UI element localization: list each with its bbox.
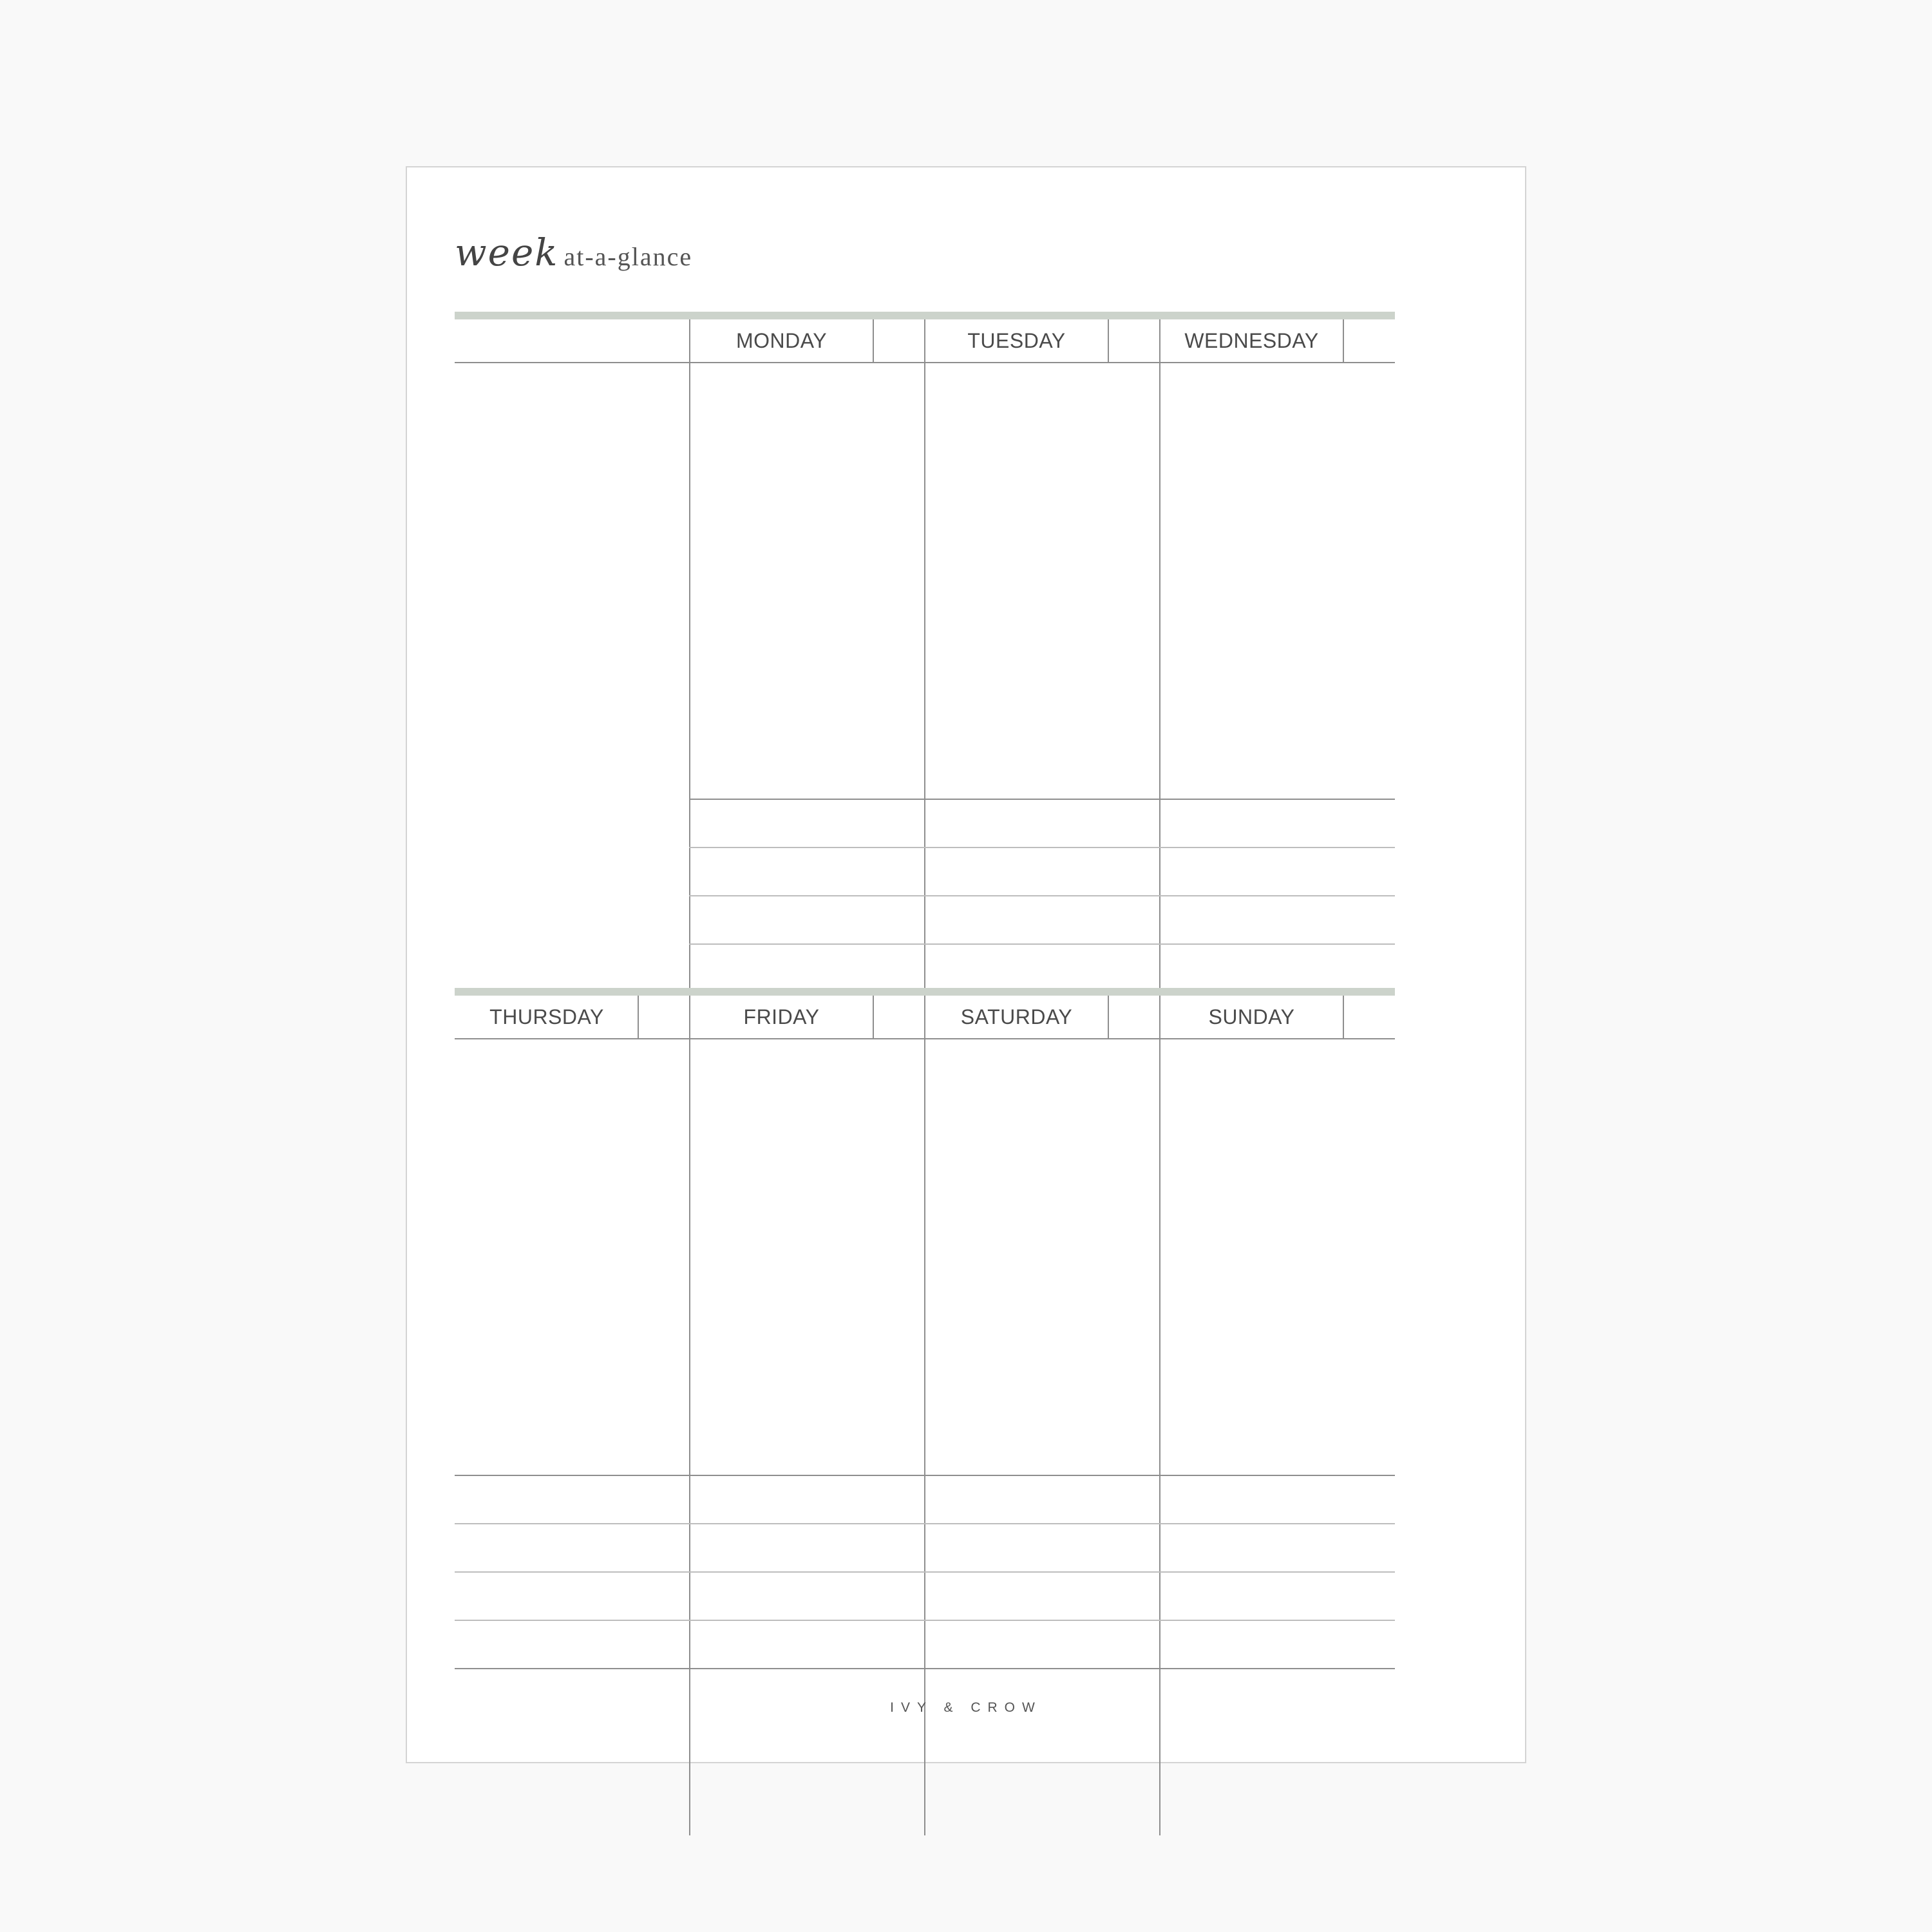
writing-line <box>689 847 1395 848</box>
title-script: week <box>455 231 559 274</box>
page-title <box>455 231 692 274</box>
day-label-wednesday: WEDNESDAY <box>1184 329 1319 352</box>
day-label-thursday: THURSDAY <box>489 1005 604 1028</box>
writing-line <box>689 895 1395 896</box>
writing-line <box>455 1571 1395 1573</box>
writing-line <box>455 1475 1395 1476</box>
day-label-tuesday: TUESDAY <box>967 329 1066 352</box>
writing-line <box>455 1523 1395 1524</box>
writing-line <box>689 799 1395 800</box>
day-label-monday: MONDAY <box>735 329 828 352</box>
day-label-friday: FRIDAY <box>743 1005 820 1028</box>
planner-page <box>406 166 1526 1763</box>
day-label-sunday: SUNDAY <box>1208 1005 1295 1028</box>
writing-line <box>455 1620 1395 1621</box>
writing-line <box>689 943 1395 945</box>
top-accent-band <box>455 312 1395 319</box>
brand-footer: IVY & CROW <box>890 1700 1042 1715</box>
day-label-saturday: SATURDAY <box>960 1005 1073 1028</box>
title-rest: at-a-glance <box>564 242 693 271</box>
bottom-accent-band <box>455 988 1395 996</box>
bottom-rule <box>455 1668 1395 1669</box>
